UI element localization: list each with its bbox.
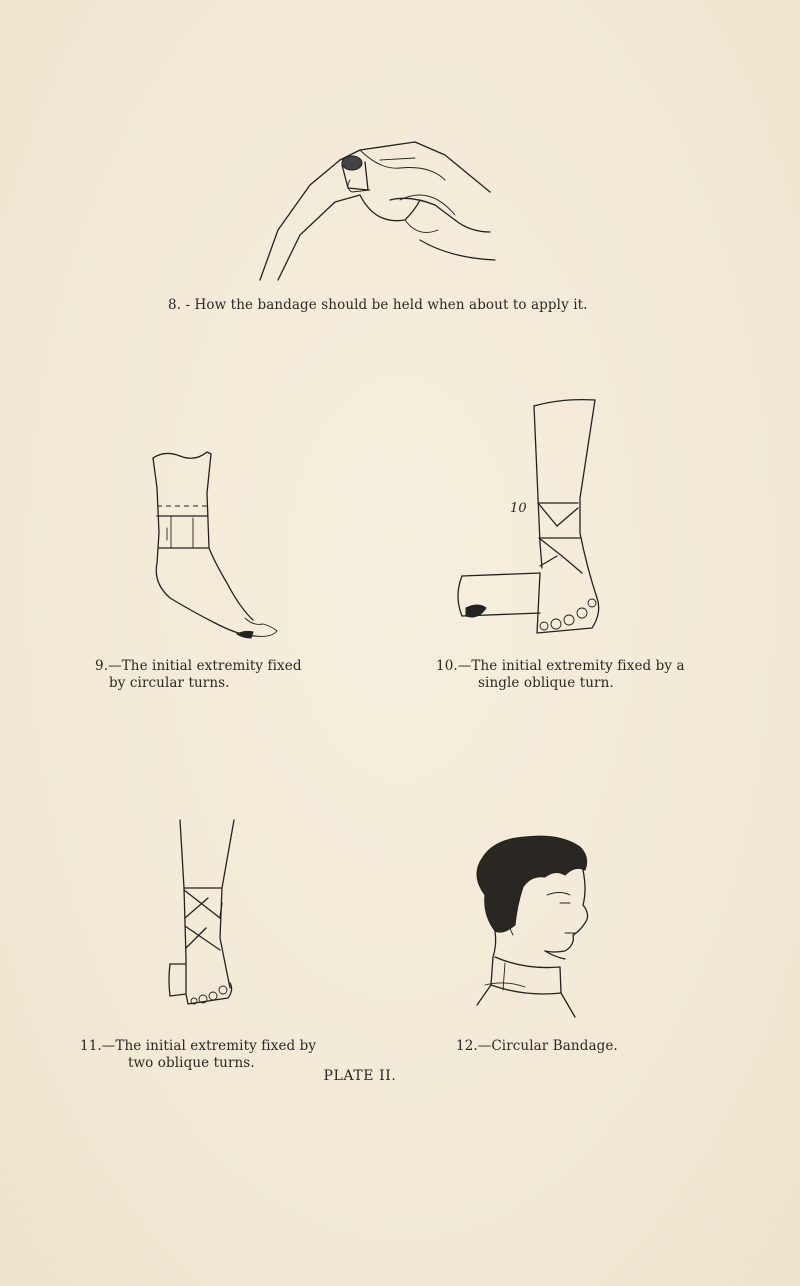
figure-8-caption: 8. - How the bandage should be held when about to apply it.: [168, 297, 588, 313]
figure-9-ankle-circular-turns: [145, 448, 295, 648]
figure-11-caption-line2: two oblique turns.: [128, 1055, 255, 1071]
figure-9-caption-line1: 9.—The initial extremity fixed: [95, 658, 302, 674]
figure-11-foot-two-oblique-turns: [168, 818, 248, 1018]
leg-circular-turns-illustration: [145, 448, 295, 648]
figure-12-caption: 12.—Circular Bandage.: [456, 1038, 618, 1054]
figure-10-caption-line1: 10.—The initial extremity fixed by a: [436, 658, 685, 674]
figure-8-hand-holding-bandage: [240, 140, 510, 290]
plate-label: PLATE II.: [323, 1068, 397, 1084]
figure-10-foot-oblique-turn: [452, 398, 607, 648]
figure-9-caption-line2: by circular turns.: [109, 675, 230, 691]
foot-oblique-turn-illustration: [452, 398, 607, 648]
figure-11-caption-line1: 11.—The initial extremity fixed by: [80, 1038, 317, 1054]
foot-two-oblique-turns-illustration: [168, 818, 248, 1018]
figure-10-caption-line2: single oblique turn.: [478, 675, 614, 691]
figure-10-marker: 10: [510, 501, 527, 516]
head-neck-bandage-illustration: [465, 835, 600, 1025]
figure-12-neck-circular-bandage: [465, 835, 600, 1025]
hand-illustration: [240, 140, 510, 290]
